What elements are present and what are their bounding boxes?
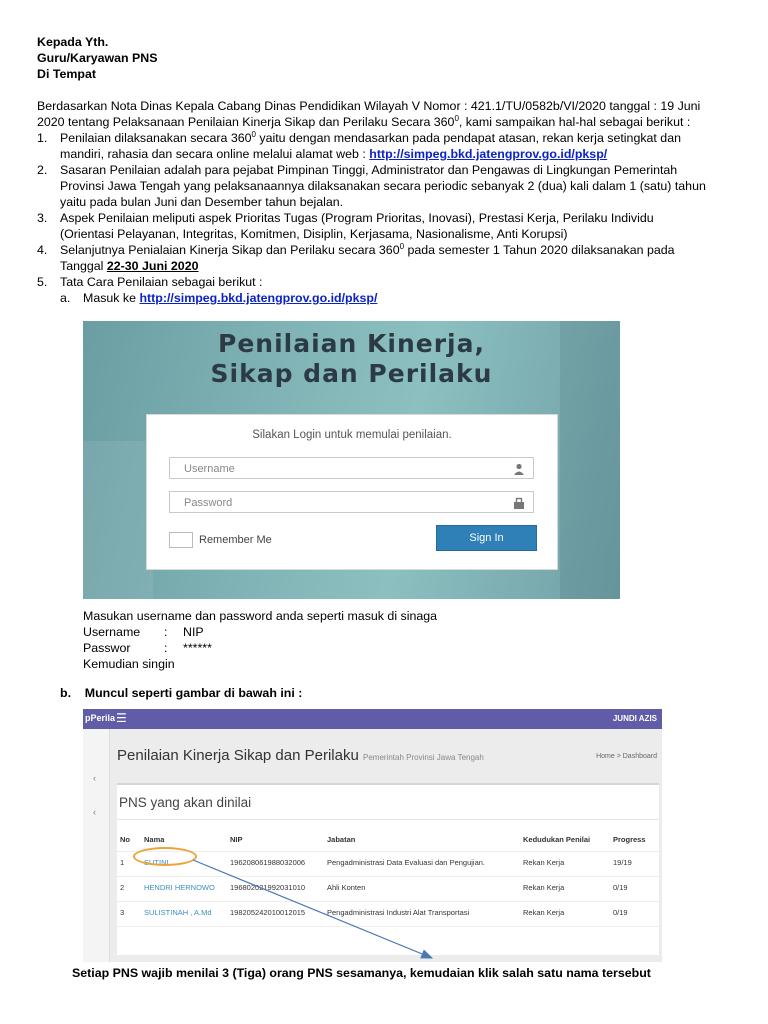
caption: Setiap PNS wajib menilai 3 (Tiga) orang PNS sesamanya, kemudaian klik salah satu nama tersebut: [72, 966, 651, 980]
intro-line-2: 2020 tentang Pelaksanaan Penilaian Kinerja Sikap dan Perilaku Secara $360^0$, kami sampaikan hal-hal sebagai berikut :: [37, 113, 691, 129]
name-link[interactable]: SULISTINAH , A.Md: [144, 908, 212, 917]
list-item-2: 2. Sasaran Penilaian adalah para pejabat Pimpinan Tinggi, Administrator dan Pengawas di Lingkungan Pemerintah Provinsi Jawa Tengah yang pelaksanaannya dilaksanakan secara periodic sebanyak 2 (dua) kali dalam 1 (satu) tahun yaitu pada bulan Juni dan Desember tahun bejalan.: [37, 163, 706, 209]
sign-in-button[interactable]: Sign In: [436, 525, 537, 551]
login-prompt: Silakan Login untuk memulai penilaian.: [252, 429, 452, 441]
login-instructions: Masukan username dan password anda seperti masuk di sinaga Username : NIP Passwor : ****** Kemudian singin: [83, 609, 438, 671]
page-title: Penilaian Kinerja Sikap dan Perilaku Pemerintah Provinsi Jawa Tengah: [117, 747, 484, 764]
name-link[interactable]: SUTINI: [144, 858, 169, 867]
list-item-1: 1. Penilaian dilaksanakan secara $360^0$ yaitu dengan mendasarkan pada pendapat atasan, rekan kerja setingkat dan mandiri, rahasia dan secara online melalui alamat web : http://simpeg.bkd.jatengprov.go.id/pksp/: [37, 129, 681, 161]
sub-item-b: b. Muncul seperti gambar di bawah ini :: [60, 686, 303, 700]
table-header: No Nama NIP Jabatan Kedudukan Penilai Progress: [117, 829, 659, 852]
table-row[interactable]: 2 HENDRI HERNOWO 196802021992031010 Ahli Konten Rekan Kerja 0/19: [117, 877, 659, 902]
greeting-line-1: Kepada Yth.: [37, 35, 109, 49]
greeting-line-2: Guru/Karyawan PNS: [37, 51, 158, 65]
intro-line-1: Berdasarkan Nota Dinas Kepala Cabang Dinas Pendidikan Wilayah V Nomor : 421.1/TU/0582b/VI/2020 tanggal : 19 Juni: [37, 99, 701, 113]
greeting-line-3: Di Tempat: [37, 67, 96, 81]
list-item-4: 4. Selanjutnya Penialaian Kinerja Sikap dan Perilaku secara $360^0$ pada semester 1 Tahun 2020 dilaksanakan pada Tanggal 22-30 Juni 2020: [37, 241, 675, 273]
user-name[interactable]: JUNDI AZIS: [612, 714, 657, 723]
table-row[interactable]: 3 SULISTINAH , A.Md 198205242010012015 Pengadministrasi Industri Alat Transportasi Rekan Kerja 0/19: [117, 902, 659, 927]
pksp-link[interactable]: http://simpeg.bkd.jatengprov.go.id/pksp/: [369, 147, 608, 161]
name-link[interactable]: HENDRI HERNOWO: [144, 883, 215, 892]
menu-icon[interactable]: ☰: [116, 711, 127, 725]
chevron-left-icon[interactable]: ‹: [93, 773, 96, 783]
list-item-3: 3. Aspek Penilaian meliputi aspek Prioritas Tugas (Program Prioritas, Inovasi), Prestasi Kerja, Perilaku Individu (Orientasi Pelayanan, Integritas, Komitmen, Disiplin, Kerjasama, Nasionalisme, Anti Korupsi): [37, 211, 654, 241]
pksp-link-2[interactable]: http://simpeg.bkd.jatengprov.go.id/pksp/: [139, 291, 378, 305]
sub-item-a: a. Masuk ke http://simpeg.bkd.jatengprov.go.id/pksp/: [60, 291, 378, 305]
breadcrumb[interactable]: Home > Dashboard: [596, 753, 657, 760]
app-brand: pPerila: [85, 713, 116, 723]
login-title: Penilaian Kinerja, Sikap dan Perilaku: [210, 329, 493, 388]
password-input[interactable]: Password: [169, 491, 534, 513]
chevron-left-icon[interactable]: ‹: [93, 807, 96, 817]
table-row[interactable]: 1 SUTINI 196208061988032006 Pengadministrasi Data Evaluasi dan Pengujian. Rekan Kerja 19/19: [117, 852, 659, 877]
remember-me[interactable]: Remember Me: [169, 532, 272, 548]
period-date: 22-30 Juni 2020: [106, 259, 199, 273]
list-item-5: 5. Tata Cara Penilaian sebagai berikut :: [37, 275, 263, 289]
box-title: PNS yang akan dinilai: [119, 795, 252, 810]
username-input[interactable]: Username: [169, 457, 534, 479]
